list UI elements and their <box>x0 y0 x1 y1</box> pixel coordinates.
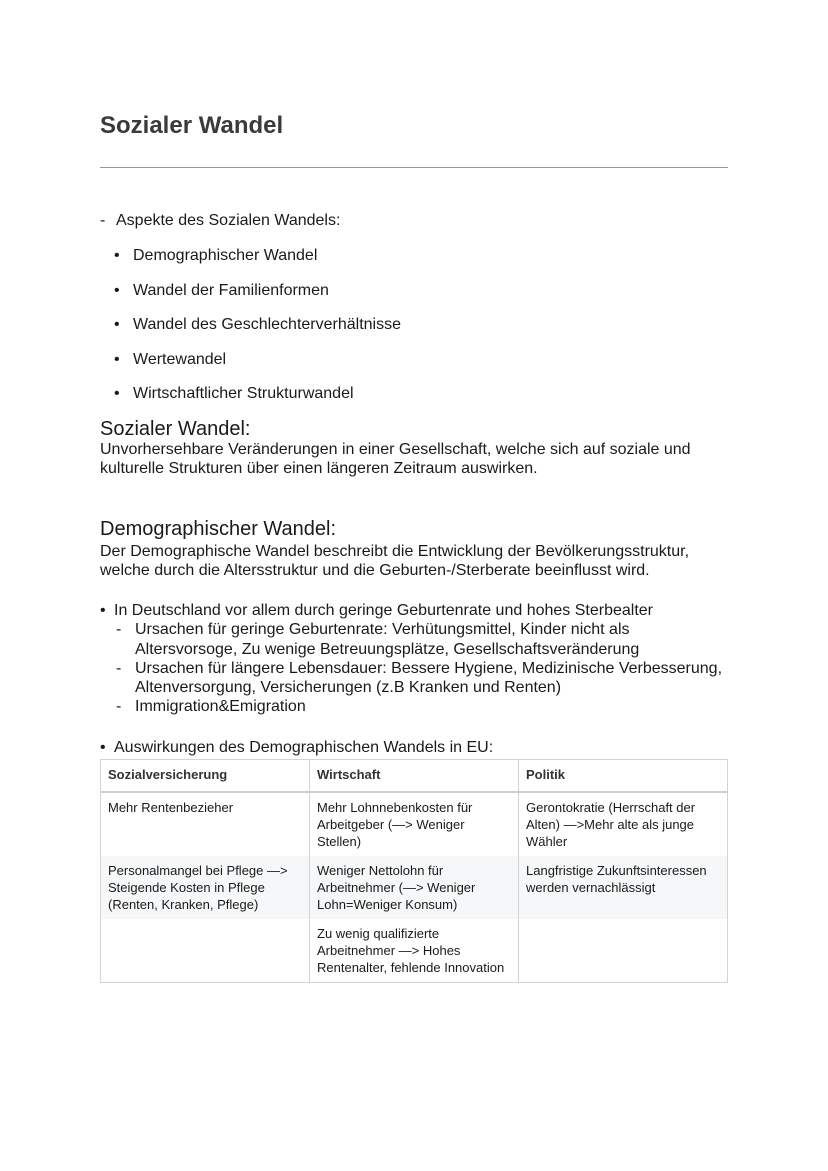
table-cell: Langfristige Zukunftsinteressen werden vernachlässigt <box>519 856 728 919</box>
sub-list-item-text: Ursachen für längere Lebensdauer: Bessere Hygiene, Medizinische Verbesserung, Altenversorgung, Versicherungen (z.B Kranken und Renten) <box>135 659 723 697</box>
list-item <box>114 384 401 419</box>
column-header: Sozialversicherung <box>101 760 310 793</box>
table-row <box>101 856 728 919</box>
effects-table <box>100 759 728 983</box>
list-item <box>114 246 401 281</box>
table-row <box>101 919 728 983</box>
dash-marker: - <box>100 212 106 229</box>
page-title: Sozialer Wandel <box>100 112 284 139</box>
title-divider <box>100 167 728 168</box>
sub-list-item <box>100 620 728 659</box>
list-item-text: In Deutschland vor allem durch geringe Geburtenrate und hohes Sterbealter <box>114 602 653 619</box>
table-cell <box>101 919 310 983</box>
sub-list-item-text: Immigration&Emigration <box>135 698 306 716</box>
effects-heading-text: Auswirkungen des Demographischen Wandels in EU: <box>114 739 494 756</box>
list-item-text: Wandel des Geschlechterverhältnisse <box>133 316 401 333</box>
sub-list-item <box>100 697 728 716</box>
demographic-change-section <box>100 518 728 580</box>
list-item <box>114 281 401 316</box>
table-cell <box>519 919 728 983</box>
demographic-change-heading: Demographischer Wandel: <box>100 518 337 540</box>
column-header: Wirtschaft <box>310 760 519 793</box>
table-cell: Gerontokratie (Herrschaft der Alten) —>Mehr alte als junge Wähler <box>519 792 728 856</box>
list-item <box>100 601 728 620</box>
social-change-section <box>100 418 728 478</box>
table-row <box>101 792 728 856</box>
bullet-icon: • <box>100 602 106 619</box>
germany-points <box>100 601 728 717</box>
bullet-icon: • <box>114 247 120 264</box>
bullet-icon: • <box>114 385 120 402</box>
bullet-icon: • <box>114 316 120 333</box>
table-cell: Mehr Rentenbezieher <box>101 792 310 856</box>
aspects-heading <box>100 211 340 231</box>
list-item <box>114 350 401 385</box>
social-change-heading: Sozialer Wandel: <box>100 418 251 440</box>
sub-list-item <box>100 659 728 698</box>
sub-list-item-text: Ursachen für geringe Geburtenrate: Verhütungsmittel, Kinder nicht als Altersvorsoge, Zu wenige Betreuungsplätze, Gesellschaftsveränderung <box>135 621 640 658</box>
aspects-list <box>114 246 401 419</box>
table-header-row <box>101 760 728 793</box>
table-cell: Zu wenig qualifizierte Arbeitnehmer —> Hohes Rentenalter, fehlende Innovation <box>310 919 519 983</box>
list-item-text: Demographischer Wandel <box>133 247 318 264</box>
bullet-icon: • <box>114 281 120 299</box>
bullet-icon: • <box>114 350 120 368</box>
dash-marker: - <box>116 698 122 716</box>
table-cell: Personalmangel bei Pflege —> Steigende Kosten in Pflege (Renten, Kranken, Pflege) <box>101 856 310 919</box>
list-item-text: Wandel der Familienformen <box>133 281 329 299</box>
column-header: Politik <box>519 760 728 793</box>
dash-marker: - <box>116 659 122 677</box>
dash-marker: - <box>116 621 122 639</box>
table-cell: Mehr Lohnnebenkosten für Arbeitgeber (—> Weniger Stellen) <box>310 792 519 856</box>
table-cell: Weniger Nettolohn für Arbeitnehmer (—> Weniger Lohn=Weniger Konsum) <box>310 856 519 919</box>
social-change-definition: Unvorhersehbare Veränderungen in einer Gesellschaft, welche sich auf soziale und kulturelle Strukturen über einen längeren Zeitraum auswirken. <box>100 441 691 477</box>
demographic-change-definition: Der Demographische Wandel beschreibt die Entwicklung der Bevölkerungsstruktur, welche durch die Altersstruktur und die Geburten-/Sterberate beeinflusst wird. <box>100 543 690 579</box>
list-item-text: Wirtschaftlicher Strukturwandel <box>133 385 354 402</box>
aspects-heading-text: Aspekte des Sozialen Wandels: <box>116 212 341 229</box>
list-item-text: Wertewandel <box>133 350 227 368</box>
list-item <box>114 315 401 350</box>
effects-heading <box>100 738 493 757</box>
bullet-icon: • <box>100 739 106 756</box>
